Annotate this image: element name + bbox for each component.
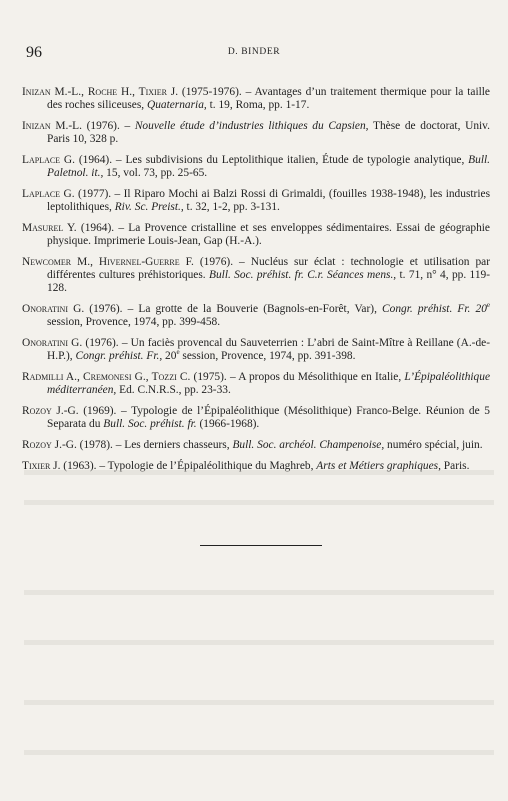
reference-entry [22, 86, 490, 112]
show-through-line [24, 590, 494, 595]
reference-author: Rozoy J.-G. [22, 405, 79, 418]
reference-text: session, Provence, 1974, pp. 399-458. [47, 316, 221, 329]
reference-text: t. 71, n° 4, pp. 119-128. [47, 269, 490, 295]
reference-entry [22, 154, 490, 180]
reference-superscript: e [176, 348, 180, 357]
reference-entry [22, 371, 490, 397]
reference-author: Onoratini G. [22, 303, 85, 316]
reference-text: Thèse de doctorat, Univ. Paris 10, 328 p. [47, 120, 490, 146]
reference-author: Inizan M.-L. [22, 120, 82, 132]
show-through-line [24, 500, 494, 505]
reference-entry [22, 337, 490, 363]
reference-text: Paris. [440, 460, 470, 472]
reference-text: (1976). – La grotte de la Bouverie (Bagnols-en-Forêt, Var), [84, 303, 383, 316]
reference-text: (1966-1968). [196, 418, 260, 431]
reference-journal: Arts et Métiers graphiques, [316, 460, 441, 472]
reference-text: (1964). – Les subdivisions du Leptolithique italien, Étude de typologie analytique, [75, 154, 469, 166]
reference-entry [22, 120, 490, 146]
reference-author: Rozoy J.-G. [22, 439, 77, 452]
reference-text: (1976). – Un faciès provencal du Sauveterrien : L’abri de Saint-Mître à Reillane (A.-de-H.P.), [47, 337, 490, 363]
reference-author: Onoratini G. [22, 337, 83, 350]
page-number: 96 [26, 44, 42, 61]
reference-journal: Bull. Soc. préhist. fr. [103, 418, 197, 431]
reference-journal: Bull. Soc. préhist. fr. C.r. Séances mens., [209, 269, 397, 282]
reference-text: (1976). – [81, 120, 135, 132]
reference-text: 20 [162, 350, 177, 363]
reference-author: Radmilli A., Cremonesi G., Tozzi C. [22, 371, 191, 384]
reference-journal: Nouvelle étude d’industries lithiques du Capsien, [134, 120, 369, 132]
reference-text: (1978). – Les derniers chasseurs, [76, 439, 233, 452]
reference-text: (1963). – Typologie de l’Épipaléolithique du Maghreb, [60, 460, 317, 472]
reference-author: Laplace G. [22, 154, 75, 166]
reference-entry [22, 188, 490, 214]
reference-journal: Congr. préhist. Fr. 20 [382, 303, 487, 316]
reference-author: Masurel Y. [22, 222, 77, 234]
reference-author: Newcomer M., Hivernel-Guerre F. [22, 256, 194, 268]
reference-entry [22, 439, 490, 452]
reference-entry [22, 222, 490, 248]
reference-entry [22, 256, 490, 296]
reference-text: (1977). – Il Riparo Mochi ai Balzi Rossi di Grimaldi, (fouilles 1938-1948), les industries leptolithiques, [47, 188, 490, 214]
bibliography-list [22, 86, 490, 481]
reference-journal: Quaternaria, [146, 99, 207, 112]
reference-journal: Riv. Sc. Preist., [114, 201, 184, 214]
reference-text: 15, vol. 73, pp. 25-65. [103, 167, 208, 180]
reference-journal: Congr. préhist. Fr., [75, 350, 163, 363]
show-through-line [24, 700, 494, 705]
reference-journal: L’Épipaléolithique méditerranéen, [47, 371, 491, 397]
reference-text: (1975). – A propos du Mésolithique en Italie, [190, 371, 405, 384]
reference-journal: Bull. Paletnol. it., [47, 154, 491, 180]
reference-text: (1969). – Typologie de l’Épipaléolithique (Mésolithique) Franco-Belge. Réunion de 5 Separata du [47, 405, 490, 431]
running-head: D. BINDER [227, 47, 281, 57]
reference-text: numéro spécial, juin. [384, 439, 483, 452]
reference-text: t. 19, Roma, pp. 1-17. [206, 99, 310, 112]
reference-entry [22, 303, 490, 329]
reference-author: Tixier J. [22, 460, 61, 472]
reference-text: (1964). – La Provence cristalline et ses enveloppes sédimentaires. Essai de géographie physique. Imprimerie Louis-Jean, Gap (H.-A.). [47, 222, 490, 248]
reference-author: Laplace G. [22, 188, 75, 200]
reference-text: (1975-1976). – Avantages d’un traitement thermique pour la taille des roches siliceuses, [47, 86, 490, 112]
reference-author: Inizan M.-L., Roche H., Tixier J. [22, 86, 179, 98]
reference-entry [22, 405, 490, 431]
show-through-line [24, 750, 494, 755]
reference-text: (1976). – Nucléus sur éclat : technologie et utilisation par différentes cultures préhistoriques. [47, 256, 491, 282]
page-header [22, 44, 486, 64]
show-through-line [24, 640, 494, 645]
reference-text: session, Provence, 1974, pp. 391-398. [179, 350, 356, 363]
reference-journal: Bull. Soc. archéol. Champenoise, [232, 439, 385, 452]
section-end-rule [200, 545, 322, 546]
reference-text: Ed. C.N.R.S., pp. 23-33. [116, 384, 231, 397]
reference-text: t. 32, 1-2, pp. 3-131. [183, 201, 280, 214]
reference-superscript: e [486, 301, 490, 310]
show-through-line [24, 470, 494, 475]
